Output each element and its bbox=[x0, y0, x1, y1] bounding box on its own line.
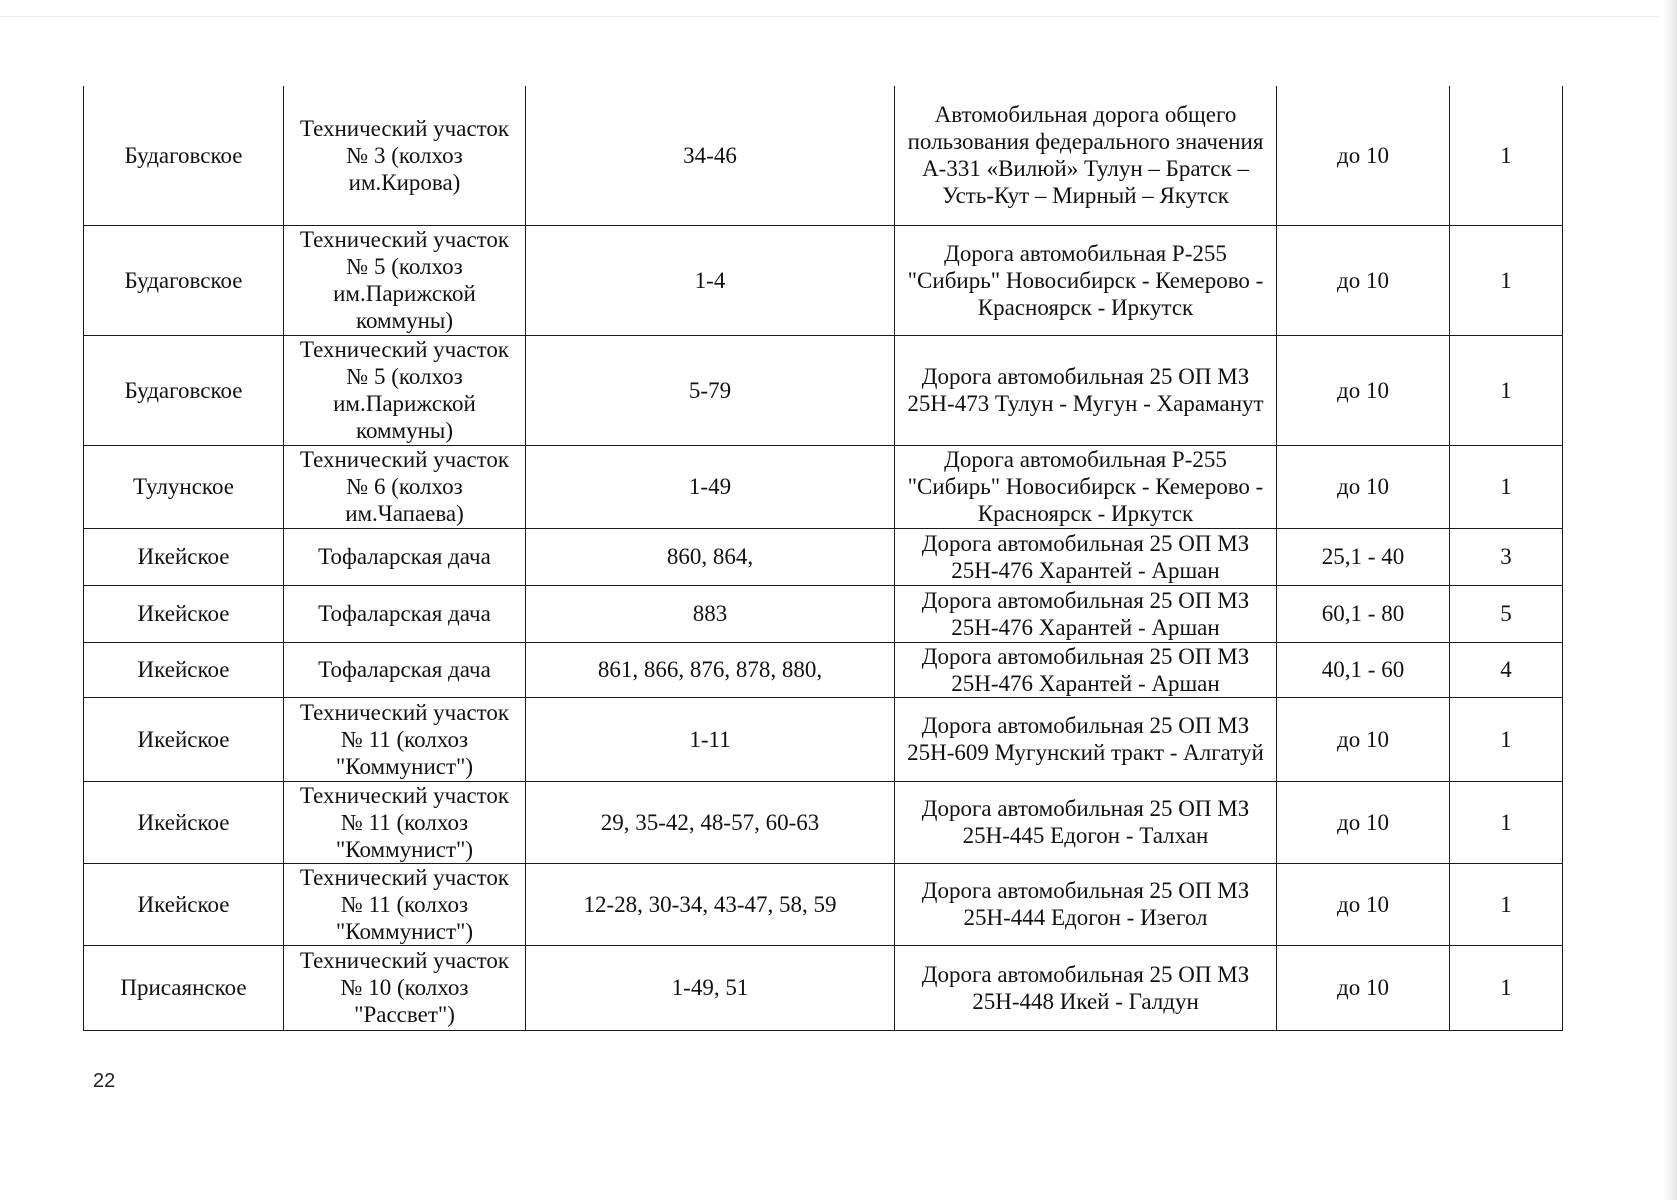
class-cell: 1 bbox=[1450, 86, 1563, 225]
distance-cell: до 10 bbox=[1277, 945, 1450, 1030]
class-cell: 4 bbox=[1450, 642, 1563, 697]
quarters-cell: 12-28, 30-34, 43-47, 58, 59 bbox=[526, 863, 895, 945]
quarters-cell: 29, 35-42, 48-57, 60-63 bbox=[526, 781, 895, 863]
forestry-cell: Технический участок № 5 (колхоз им.Парижской коммуны) bbox=[284, 335, 526, 445]
table-row bbox=[84, 225, 1563, 335]
forestry-cell: Технический участок № 10 (колхоз "Рассвет") bbox=[284, 945, 526, 1030]
distance-cell: до 10 bbox=[1277, 781, 1450, 863]
distance-cell: 60,1 - 80 bbox=[1277, 585, 1450, 642]
forestry-cell: Тофаларская дача bbox=[284, 642, 526, 697]
forestry-cell: Технический участок № 6 (колхоз им.Чапаева) bbox=[284, 445, 526, 528]
quarters-cell: 883 bbox=[526, 585, 895, 642]
quarters-cell: 1-4 bbox=[526, 225, 895, 335]
table-row bbox=[84, 697, 1563, 781]
settlement-cell: Икейское bbox=[84, 781, 284, 863]
quarters-cell: 860, 864, bbox=[526, 528, 895, 585]
page-number: 22 bbox=[93, 1070, 116, 1092]
class-cell: 1 bbox=[1450, 335, 1563, 445]
road-cell: Дорога автомобильная 25 ОП МЗ 25Н-473 Тулун - Мугун - Хараманут bbox=[895, 335, 1277, 445]
road-cell: Дорога автомобильная 25 ОП МЗ 25Н-445 Едогон - Талхан bbox=[895, 781, 1277, 863]
class-cell: 1 bbox=[1450, 445, 1563, 528]
class-cell: 1 bbox=[1450, 945, 1563, 1030]
distance-cell: до 10 bbox=[1277, 697, 1450, 781]
quarters-cell: 1-49, 51 bbox=[526, 945, 895, 1030]
road-cell: Дорога автомобильная 25 ОП МЗ 25Н-476 Харантей - Аршан bbox=[895, 528, 1277, 585]
distance-cell: 25,1 - 40 bbox=[1277, 528, 1450, 585]
distance-cell: 40,1 - 60 bbox=[1277, 642, 1450, 697]
table-row bbox=[84, 781, 1563, 863]
quarters-cell: 1-11 bbox=[526, 697, 895, 781]
forestry-cell: Технический участок № 5 (колхоз им.Парижской коммуны) bbox=[284, 225, 526, 335]
quarters-cell: 1-49 bbox=[526, 445, 895, 528]
settlement-cell: Будаговское bbox=[84, 335, 284, 445]
settlement-cell: Присаянское bbox=[84, 945, 284, 1030]
forest-road-table bbox=[83, 86, 1563, 1031]
settlement-cell: Будаговское bbox=[84, 225, 284, 335]
forestry-cell: Тофаларская дача bbox=[284, 528, 526, 585]
table-row bbox=[84, 945, 1563, 1030]
forestry-cell: Тофаларская дача bbox=[284, 585, 526, 642]
settlement-cell: Икейское bbox=[84, 528, 284, 585]
distance-cell: до 10 bbox=[1277, 335, 1450, 445]
road-cell: Автомобильная дорога общего пользования федерального значения А-331 «Вилюй» Тулун – Братск – Усть-Кут – Мирный – Якутск bbox=[895, 86, 1277, 225]
settlement-cell: Будаговское bbox=[84, 86, 284, 225]
table-row bbox=[84, 335, 1563, 445]
class-cell: 1 bbox=[1450, 697, 1563, 781]
settlement-cell: Икейское bbox=[84, 863, 284, 945]
distance-cell: до 10 bbox=[1277, 225, 1450, 335]
class-cell: 1 bbox=[1450, 863, 1563, 945]
settlement-cell: Икейское bbox=[84, 585, 284, 642]
settlement-cell: Тулунское bbox=[84, 445, 284, 528]
class-cell: 1 bbox=[1450, 225, 1563, 335]
distance-cell: до 10 bbox=[1277, 445, 1450, 528]
quarters-cell: 861, 866, 876, 878, 880, bbox=[526, 642, 895, 697]
distance-cell: до 10 bbox=[1277, 863, 1450, 945]
scan-border-right bbox=[1663, 0, 1677, 1200]
road-cell: Дорога автомобильная Р-255 "Сибирь" Новосибирск - Кемерово - Красноярск - Иркутск bbox=[895, 225, 1277, 335]
road-cell: Дорога автомобильная 25 ОП МЗ 25Н-448 Икей - Галдун bbox=[895, 945, 1277, 1030]
table-row bbox=[84, 585, 1563, 642]
forestry-cell: Технический участок № 11 (колхоз "Коммунист") bbox=[284, 863, 526, 945]
class-cell: 1 bbox=[1450, 781, 1563, 863]
road-cell: Дорога автомобильная 25 ОП МЗ 25Н-444 Едогон - Изегол bbox=[895, 863, 1277, 945]
table-row bbox=[84, 642, 1563, 697]
road-cell: Дорога автомобильная 25 ОП МЗ 25Н-609 Мугунский тракт - Алгатуй bbox=[895, 697, 1277, 781]
distance-cell: до 10 bbox=[1277, 86, 1450, 225]
class-cell: 5 bbox=[1450, 585, 1563, 642]
table-row bbox=[84, 863, 1563, 945]
table-row bbox=[84, 445, 1563, 528]
forestry-cell: Технический участок № 11 (колхоз "Коммунист") bbox=[284, 781, 526, 863]
scan-border-top bbox=[0, 16, 1660, 17]
settlement-cell: Икейское bbox=[84, 642, 284, 697]
road-cell: Дорога автомобильная 25 ОП МЗ 25Н-476 Харантей - Аршан bbox=[895, 585, 1277, 642]
forestry-cell: Технический участок № 3 (колхоз им.Кирова) bbox=[284, 86, 526, 225]
quarters-cell: 34-46 bbox=[526, 86, 895, 225]
quarters-cell: 5-79 bbox=[526, 335, 895, 445]
table-row bbox=[84, 528, 1563, 585]
road-cell: Дорога автомобильная Р-255 "Сибирь" Новосибирск - Кемерово - Красноярск - Иркутск bbox=[895, 445, 1277, 528]
forestry-cell: Технический участок № 11 (колхоз "Коммунист") bbox=[284, 697, 526, 781]
road-cell: Дорога автомобильная 25 ОП МЗ 25Н-476 Харантей - Аршан bbox=[895, 642, 1277, 697]
class-cell: 3 bbox=[1450, 528, 1563, 585]
settlement-cell: Икейское bbox=[84, 697, 284, 781]
table-row bbox=[84, 86, 1563, 225]
